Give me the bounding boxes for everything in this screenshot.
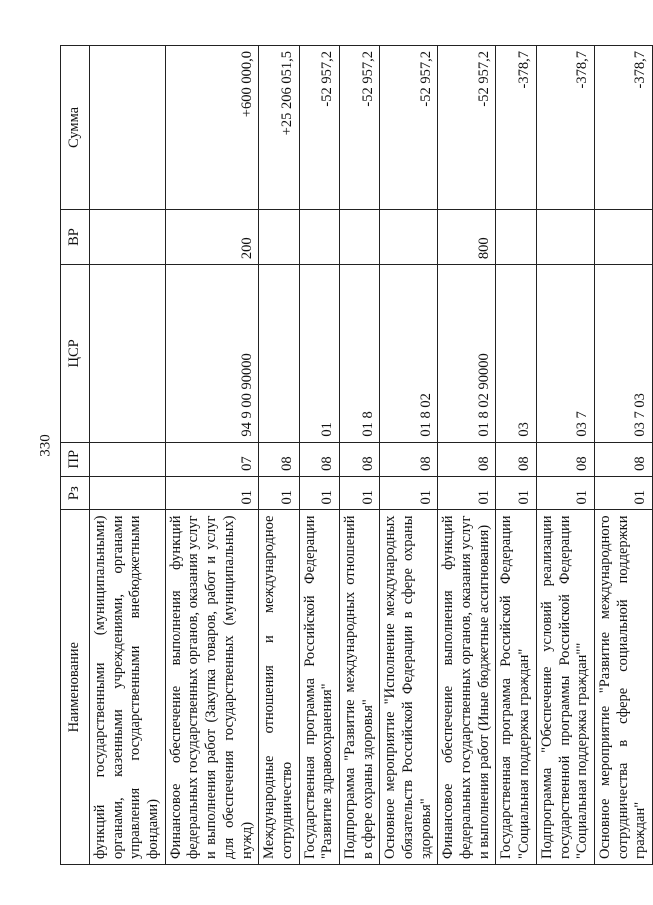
cell-csr bbox=[259, 265, 299, 442]
cell-name: Подпрограмма "Развитие международных отношений в сфере охраны здоровья" bbox=[339, 510, 379, 865]
cell-csr: 01 bbox=[299, 265, 339, 442]
cell-pr: 08 bbox=[380, 442, 438, 476]
cell-name: функций государственными (муниципальными) органами, казенными учреждениями, органами управления государственными внебюджетными фондами) bbox=[90, 510, 166, 865]
table-body bbox=[90, 46, 653, 865]
header-sum: Сумма bbox=[61, 46, 90, 210]
cell-csr: 01 8 02 bbox=[380, 265, 438, 442]
cell-pr: 08 bbox=[536, 442, 594, 476]
cell-pr bbox=[90, 442, 166, 476]
cell-csr: 01 8 bbox=[339, 265, 379, 442]
table-row bbox=[165, 46, 258, 865]
cell-csr bbox=[90, 265, 166, 442]
cell-rz: 01 bbox=[380, 476, 438, 510]
cell-vr bbox=[90, 209, 166, 264]
cell-name: Государственная программа Российской Федерации "Развитие здравоохранения" bbox=[299, 510, 339, 865]
cell-rz: 01 bbox=[339, 476, 379, 510]
cell-sum bbox=[90, 46, 166, 210]
header-csr: ЦСР bbox=[61, 265, 90, 442]
cell-csr: 01 8 02 90000 bbox=[438, 265, 496, 442]
table-row bbox=[496, 46, 536, 865]
cell-rz: 01 bbox=[594, 476, 652, 510]
cell-sum: +600 000,0 bbox=[165, 46, 258, 210]
cell-pr: 08 bbox=[299, 442, 339, 476]
cell-sum: -378,7 bbox=[536, 46, 594, 210]
table-row bbox=[594, 46, 652, 865]
header-name: Наименование bbox=[61, 510, 90, 865]
cell-vr bbox=[594, 209, 652, 264]
cell-rz: 01 bbox=[299, 476, 339, 510]
cell-pr: 08 bbox=[259, 442, 299, 476]
page-number: 330 bbox=[37, 434, 54, 457]
cell-name: Основное мероприятие "Исполнение международных обязательств Российской Федерации в сфере охраны здоровья" bbox=[380, 510, 438, 865]
cell-rz: 01 bbox=[536, 476, 594, 510]
header-vr: ВР bbox=[61, 209, 90, 264]
header-rz: Рз bbox=[61, 476, 90, 510]
rotated-table-container bbox=[60, 45, 649, 865]
cell-sum: -52 957,2 bbox=[339, 46, 379, 210]
cell-rz bbox=[90, 476, 166, 510]
cell-name: Подпрограмма "Обеспечение условий реализации государственной программы Российской Федерации "Социальная поддержка граждан"" bbox=[536, 510, 594, 865]
cell-csr: 94 9 00 90000 bbox=[165, 265, 258, 442]
cell-pr: 08 bbox=[594, 442, 652, 476]
cell-pr: 08 bbox=[339, 442, 379, 476]
cell-vr: 800 bbox=[438, 209, 496, 264]
cell-pr: 08 bbox=[496, 442, 536, 476]
cell-vr bbox=[259, 209, 299, 264]
cell-vr bbox=[339, 209, 379, 264]
cell-csr: 03 7 bbox=[536, 265, 594, 442]
cell-csr: 03 bbox=[496, 265, 536, 442]
cell-vr bbox=[299, 209, 339, 264]
cell-sum: -52 957,2 bbox=[380, 46, 438, 210]
cell-vr: 200 bbox=[165, 209, 258, 264]
cell-name: Финансовое обеспечение выполнения функций федеральных государственных органов, оказания услуг и выполнения работ (Закупка товаров, работ и услуг для обеспечения государственных (муниципальных) нужд) bbox=[165, 510, 258, 865]
cell-sum: +25 206 051,5 bbox=[259, 46, 299, 210]
cell-sum: -378,7 bbox=[594, 46, 652, 210]
cell-vr bbox=[380, 209, 438, 264]
cell-rz: 01 bbox=[165, 476, 258, 510]
cell-name: Финансовое обеспечение выполнения функций федеральных государственных органов, оказания услуг и выполнения работ (Иные бюджетные ассигнования) bbox=[438, 510, 496, 865]
cell-name: Государственная программа Российской Федерации "Социальная поддержка граждан" bbox=[496, 510, 536, 865]
cell-name: Международные отношения и международное сотрудничество bbox=[259, 510, 299, 865]
cell-pr: 07 bbox=[165, 442, 258, 476]
cell-vr bbox=[496, 209, 536, 264]
budget-table bbox=[60, 45, 653, 865]
cell-vr bbox=[536, 209, 594, 264]
cell-sum: -378,7 bbox=[496, 46, 536, 210]
cell-pr: 08 bbox=[438, 442, 496, 476]
header-pr: ПР bbox=[61, 442, 90, 476]
table-header-row bbox=[61, 46, 90, 865]
cell-name: Основное мероприятие "Развитие международного сотрудничества в сфере социальной поддержки граждан" bbox=[594, 510, 652, 865]
cell-csr: 03 7 03 bbox=[594, 265, 652, 442]
table-row bbox=[90, 46, 166, 865]
table-row bbox=[536, 46, 594, 865]
table-row bbox=[339, 46, 379, 865]
table-row bbox=[299, 46, 339, 865]
cell-sum: -52 957,2 bbox=[438, 46, 496, 210]
table-row bbox=[438, 46, 496, 865]
cell-sum: -52 957,2 bbox=[299, 46, 339, 210]
table-row bbox=[259, 46, 299, 865]
cell-rz: 01 bbox=[259, 476, 299, 510]
table-row bbox=[380, 46, 438, 865]
cell-rz: 01 bbox=[496, 476, 536, 510]
cell-rz: 01 bbox=[438, 476, 496, 510]
